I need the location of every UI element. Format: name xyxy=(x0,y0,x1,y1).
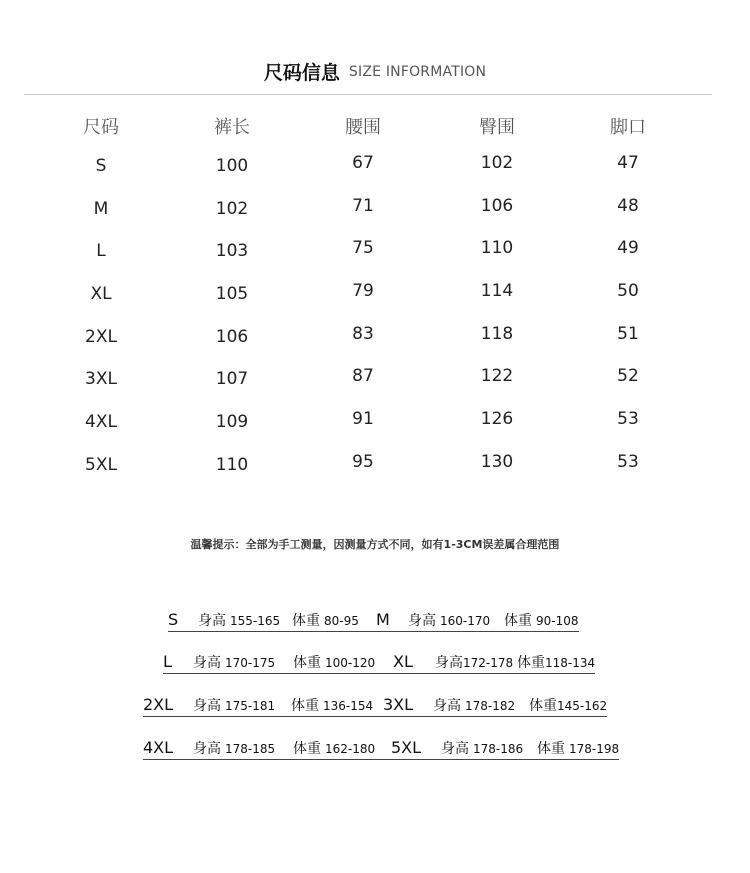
ref-weight-value: 90-108 xyxy=(536,614,579,628)
ref-weight-value: 80-95 xyxy=(324,614,359,628)
size-reference-line xyxy=(0,695,750,725)
ref-size: XL xyxy=(393,652,413,671)
cell-size: 3XL xyxy=(85,369,117,390)
ref-weight-label: 体重 xyxy=(517,655,545,671)
cell-leg-opening: 53 xyxy=(617,409,639,430)
ref-weight-value: 118-134 xyxy=(545,656,596,670)
table-row xyxy=(0,140,750,183)
cell-hip: 114 xyxy=(480,281,514,302)
ref-height-label: 身高 xyxy=(193,741,221,757)
ref-weight-value: 145-162 xyxy=(557,699,608,713)
cell-hip: 126 xyxy=(480,409,514,430)
cell-waist: 75 xyxy=(352,238,374,259)
cell-length: 110 xyxy=(215,454,249,475)
cell-waist: 91 xyxy=(352,409,374,430)
cell-waist: 95 xyxy=(352,451,374,472)
size-reference-line xyxy=(0,652,750,682)
cell-hip: 110 xyxy=(480,238,514,259)
cell-waist: 67 xyxy=(352,153,374,173)
ref-size: 4XL xyxy=(143,738,174,757)
cell-length: 105 xyxy=(215,284,249,305)
ref-weight-label: 体重 xyxy=(292,613,320,629)
page-title xyxy=(0,58,750,85)
cell-leg-opening: 51 xyxy=(617,323,639,344)
table-row xyxy=(0,439,750,482)
cell-size: 2XL xyxy=(85,326,117,347)
ref-size: S xyxy=(168,610,179,629)
ref-height-value: 178-182 xyxy=(465,699,516,713)
cell-leg-opening: 49 xyxy=(617,238,639,259)
size-reference-group xyxy=(143,695,607,717)
cell-size: L xyxy=(96,241,106,262)
ref-weight-label: 体重 xyxy=(537,741,565,757)
cell-hip: 102 xyxy=(480,153,514,173)
table-row xyxy=(0,268,750,311)
ref-height-value: 155-165 xyxy=(230,614,281,628)
ref-weight-label: 体重 xyxy=(529,698,557,714)
ref-weight-value: 100-120 xyxy=(325,656,376,670)
table-row xyxy=(0,353,750,396)
ref-height-value: 175-181 xyxy=(225,699,276,713)
ref-height-label: 身高 xyxy=(193,698,221,714)
cell-hip: 122 xyxy=(480,366,514,387)
cell-size: XL xyxy=(90,284,112,305)
cell-leg-opening: 50 xyxy=(617,281,639,302)
cell-leg-opening: 53 xyxy=(617,451,639,472)
header-hip: 臀围 xyxy=(479,117,515,138)
cell-length: 106 xyxy=(215,326,249,347)
size-table xyxy=(0,110,750,482)
table-row xyxy=(0,311,750,354)
header-size: 尺码 xyxy=(83,117,119,138)
ref-weight-label: 体重 xyxy=(291,698,319,714)
title-chinese: 尺码信息 xyxy=(263,62,340,84)
cell-size: S xyxy=(95,156,107,176)
cell-hip: 118 xyxy=(480,323,514,344)
cell-leg-opening: 48 xyxy=(617,195,639,216)
ref-height-label: 身高 xyxy=(408,613,436,629)
size-reference-group xyxy=(143,738,619,760)
title-english: SIZE INFORMATION xyxy=(348,63,487,80)
table-row xyxy=(0,225,750,268)
table-row xyxy=(0,396,750,439)
ref-size: 5XL xyxy=(391,738,422,757)
ref-size: L xyxy=(163,652,172,671)
ref-height-label: 身高 xyxy=(433,698,461,714)
cell-waist: 87 xyxy=(352,366,374,387)
cell-waist: 83 xyxy=(352,323,374,344)
ref-weight-label: 体重 xyxy=(293,741,321,757)
cell-size: M xyxy=(93,198,109,219)
measurement-tip: 温馨提示：全部为手工测量，因测量方式不同，如有1-3CM误差属合理范围 xyxy=(190,538,560,551)
cell-length: 100 xyxy=(215,156,249,176)
ref-height-value: 178-186 xyxy=(473,742,524,756)
ref-height-value: 160-170 xyxy=(440,614,491,628)
cell-size: 4XL xyxy=(85,412,117,433)
cell-leg-opening: 47 xyxy=(617,153,639,173)
cell-length: 109 xyxy=(215,412,249,433)
cell-waist: 71 xyxy=(352,195,374,216)
ref-weight-label: 体重 xyxy=(504,613,532,629)
cell-length: 102 xyxy=(215,198,249,219)
header-leg-opening: 脚口 xyxy=(610,117,646,138)
ref-size: M xyxy=(376,610,390,629)
header-length: 裤长 xyxy=(214,117,250,138)
ref-height-label: 身高 xyxy=(198,613,226,629)
ref-weight-value: 136-154 xyxy=(323,699,374,713)
ref-height-label: 身高 xyxy=(441,741,469,757)
ref-height-value: 170-175 xyxy=(225,656,276,670)
size-reference-line xyxy=(0,610,750,640)
title-divider xyxy=(24,94,712,95)
cell-hip: 130 xyxy=(480,451,514,472)
table-header-row xyxy=(0,110,750,140)
cell-length: 103 xyxy=(215,241,249,262)
ref-size: 3XL xyxy=(383,695,414,714)
cell-hip: 106 xyxy=(480,195,514,216)
ref-weight-label: 体重 xyxy=(293,655,321,671)
table-row xyxy=(0,183,750,226)
size-reference-group xyxy=(168,610,579,632)
ref-weight-value: 178-198 xyxy=(569,742,620,756)
cell-size: 5XL xyxy=(85,454,117,475)
cell-leg-opening: 52 xyxy=(617,366,639,387)
ref-height-label: 身高 xyxy=(193,655,221,671)
cell-length: 107 xyxy=(215,369,249,390)
ref-height-value: 178-185 xyxy=(225,742,276,756)
ref-height-value: 172-178 xyxy=(463,656,514,670)
ref-height-label: 身高 xyxy=(435,655,463,671)
ref-size: 2XL xyxy=(143,695,174,714)
size-reference-line xyxy=(0,738,750,768)
header-waist: 腰围 xyxy=(345,117,381,138)
size-reference-group xyxy=(163,652,595,674)
cell-waist: 79 xyxy=(352,281,374,302)
ref-weight-value: 162-180 xyxy=(325,742,376,756)
